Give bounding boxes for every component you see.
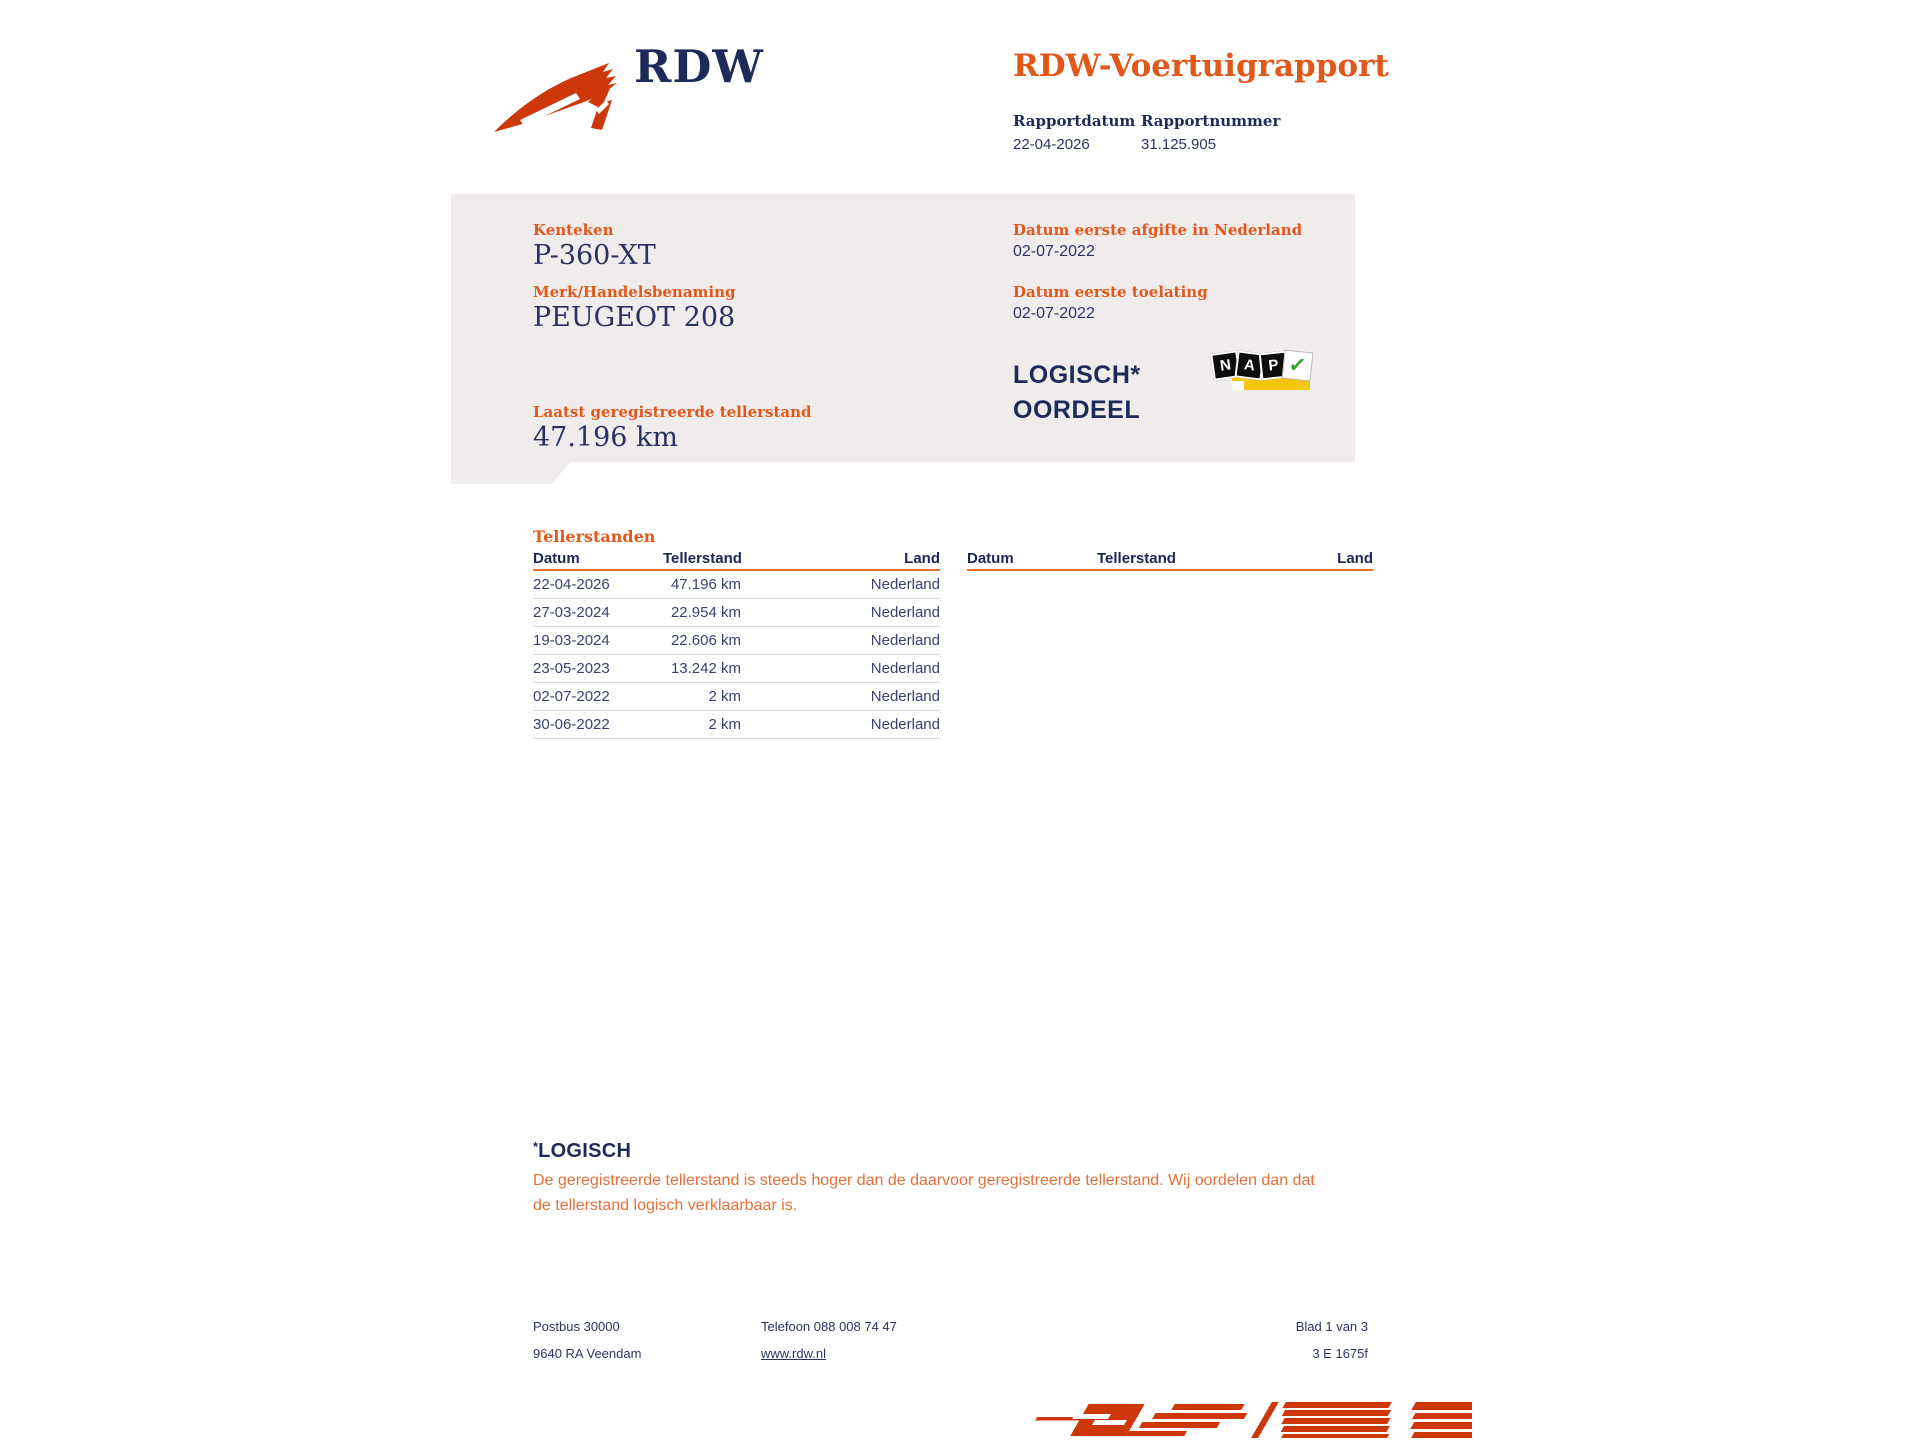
cell-tellerstand: 2 km bbox=[708, 716, 741, 733]
cell-tellerstand: 2 km bbox=[708, 688, 741, 705]
cell-datum: 19-03-2024 bbox=[533, 632, 610, 649]
cell-tellerstand: 47.196 km bbox=[670, 576, 741, 593]
footer-phone: Telefoon 088 008 74 47 bbox=[761, 1319, 897, 1334]
col-header-tellerstand-2: Tellerstand bbox=[1097, 550, 1176, 567]
tellerstanden-header-row-2 bbox=[967, 548, 1373, 571]
cell-land: Nederland bbox=[870, 716, 940, 733]
footnote-title-block bbox=[533, 1139, 631, 1163]
cell-datum: 02-07-2022 bbox=[533, 688, 610, 705]
cell-land: Nederland bbox=[870, 576, 940, 593]
cell-land: Nederland bbox=[870, 604, 940, 621]
rdw-stripes-graphic bbox=[1035, 1400, 1472, 1440]
cell-land: Nederland bbox=[870, 660, 940, 677]
cell-datum: 22-04-2026 bbox=[533, 576, 610, 593]
kenteken-value: P-360-XT bbox=[533, 240, 656, 271]
tellerstanden-heading: Tellerstanden bbox=[533, 527, 656, 546]
nap-white-notch bbox=[1232, 381, 1244, 390]
tellerstanden-rows bbox=[533, 571, 940, 739]
rdw-logo-text: RDW bbox=[634, 40, 764, 93]
footer-website-link[interactable]: www.rdw.nl bbox=[761, 1346, 827, 1361]
cell-datum: 23-05-2023 bbox=[533, 660, 610, 677]
cell-datum: 30-06-2022 bbox=[533, 716, 610, 733]
cell-land: Nederland bbox=[870, 688, 940, 705]
col-header-datum-2: Datum bbox=[967, 550, 1014, 567]
report-date-block bbox=[1013, 112, 1135, 153]
footnote-asterisk: * bbox=[533, 1139, 539, 1154]
nap-letter-a: A bbox=[1234, 350, 1264, 380]
cell-tellerstand: 13.242 km bbox=[670, 660, 741, 677]
nap-check-icon: ✓ bbox=[1283, 351, 1313, 381]
report-title: RDW-Voertuigrapport bbox=[1013, 48, 1389, 84]
tellerstand-row bbox=[533, 599, 940, 627]
rdw-logo-swoosh-icon bbox=[492, 52, 632, 134]
afgifte-label: Datum eerste afgifte in Nederland bbox=[1013, 221, 1303, 239]
tellerstand-row bbox=[533, 683, 940, 711]
tellerstanden-table bbox=[533, 548, 940, 739]
tellerstand-value: 47.196 km bbox=[533, 422, 679, 453]
footer-page-number: Blad 1 van 3 bbox=[1295, 1319, 1368, 1334]
nap-letter-n: N bbox=[1210, 350, 1240, 380]
tellerstand-row bbox=[533, 711, 940, 739]
tellerstand-row bbox=[533, 627, 940, 655]
tellerstand-row bbox=[533, 571, 940, 599]
report-number-block bbox=[1141, 112, 1280, 153]
col-header-land: Land bbox=[904, 550, 940, 567]
report-number-value: 31.125.905 bbox=[1141, 136, 1217, 153]
merk-value: PEUGEOT 208 bbox=[533, 302, 736, 333]
tellerstanden-header-row bbox=[533, 548, 940, 571]
tellerstand-label: Laatst geregistreerde tellerstand bbox=[533, 403, 812, 421]
kenteken-label: Kenteken bbox=[533, 221, 614, 239]
afgifte-value: 02-07-2022 bbox=[1013, 243, 1095, 260]
report-date-value: 22-04-2026 bbox=[1013, 136, 1090, 153]
footer-form-code: 3 E 1675f bbox=[1312, 1346, 1368, 1361]
cell-tellerstand: 22.954 km bbox=[670, 604, 741, 621]
footer-address-line1: Postbus 30000 bbox=[533, 1319, 620, 1334]
nap-letter-p: P bbox=[1259, 351, 1289, 381]
footnote-title: LOGISCH bbox=[538, 1140, 632, 1162]
footer-address-line2: 9640 RA Veendam bbox=[533, 1346, 642, 1361]
cell-datum: 27-03-2024 bbox=[533, 604, 610, 621]
footnote-text: De geregistreerde tellerstand is steeds hoger dan de daarvoor geregistreerde tellerstand. Wij oordelen dan dat de tellerstand logisch verklaarbaar is. bbox=[533, 1172, 1315, 1214]
col-header-tellerstand: Tellerstand bbox=[663, 550, 742, 567]
oordeel-line2: OORDEEL bbox=[1013, 396, 1141, 424]
col-header-land-2: Land bbox=[1337, 550, 1373, 567]
col-header-datum: Datum bbox=[533, 550, 580, 567]
merk-label: Merk/Handelsbenaming bbox=[533, 283, 736, 301]
toelating-label: Datum eerste toelating bbox=[1013, 283, 1208, 301]
oordeel-line1: LOGISCH* bbox=[1013, 361, 1141, 389]
nap-logo bbox=[1212, 349, 1312, 395]
cell-land: Nederland bbox=[870, 632, 940, 649]
report-date-label: Rapportdatum bbox=[1013, 112, 1136, 130]
cell-tellerstand: 22.606 km bbox=[670, 632, 741, 649]
tellerstand-row bbox=[533, 655, 940, 683]
oordeel-block bbox=[1013, 358, 1141, 428]
toelating-value: 02-07-2022 bbox=[1013, 305, 1095, 322]
report-number-label: Rapportnummer bbox=[1141, 112, 1281, 130]
tellerstanden-table-2 bbox=[967, 548, 1373, 571]
